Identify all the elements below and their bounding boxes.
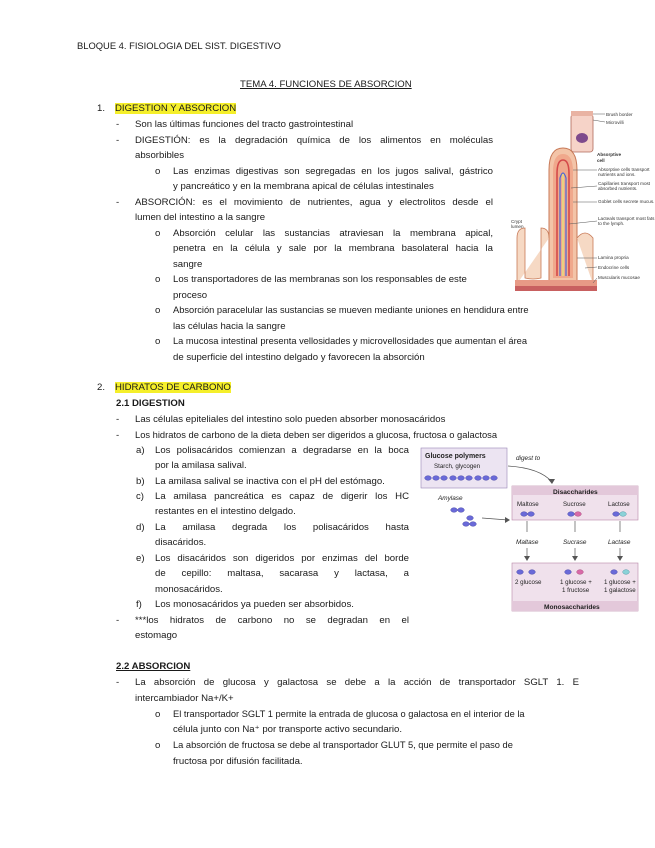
s2-sub-c1: La amilasa pancreática es capaz de digerir los HC — [155, 491, 409, 502]
section-2-heading: HIDRATOS DE CARBONO — [115, 382, 231, 393]
villus-label: nutrients and ions. — [598, 172, 636, 177]
disaccharides-title: Disaccharides — [553, 489, 598, 496]
s1-item-e2: penetra en la célula y sale por la membrana basolateral hacia la — [173, 243, 493, 254]
mono-result-2b: 1 fructose — [562, 587, 590, 594]
section-1-heading: DIGESTION Y ABSORCION — [115, 103, 237, 114]
s1-item-g1: Absorción paracelular las sustancias se mueven mediante uniones en hendidura entre — [173, 305, 529, 315]
digest-to-label: digest to — [516, 455, 541, 462]
glucose-polymers-title: Glucose polymers — [425, 453, 486, 460]
s2-sub-c2: restantes en el intestino delgado. — [155, 506, 296, 517]
s1-item-c1: Las enzimas digestivas son segregadas en los jugos salival, gástrico — [173, 166, 493, 177]
s2-sub-d2: disacáridos. — [155, 537, 207, 548]
s2-note-2: estomago — [135, 630, 178, 641]
mono-result-3b: 1 galactose — [604, 587, 636, 594]
sucrose-label: Sucrose — [563, 501, 586, 508]
section-2-number: 2. — [97, 382, 106, 393]
s2-sub-f1: Los monosacáridos ya pueden ser absorbidos. — [155, 599, 354, 610]
s1-item-e1: Absorción celular las sustancias atraviesan la membrana apical, — [173, 228, 493, 239]
villus-label: to the lymph. — [598, 221, 625, 226]
villus-label: Absorptive — [597, 152, 621, 157]
subsection-2-2: 2.2 ABSORCION — [116, 661, 191, 672]
subsection-2-1: 2.1 DIGESTION — [116, 398, 185, 409]
s1-item-h1: La mucosa intestinal presenta vellosidades y microvellosidades que aumentan el área — [173, 336, 528, 346]
page-title: TEMA 4. FUNCIONES DE ABSORCION — [240, 79, 412, 90]
list-marker: d) — [136, 522, 145, 533]
s2-abs-c1: La absorción de fructosa se debe al transportador GLUT 5, que permite el paso de — [173, 740, 513, 750]
s1-item-b1: DIGESTIÓN: es la degradación química de los alimentos en moléculas — [135, 135, 493, 146]
s1-item-g2: las células hacia la sangre — [173, 321, 286, 332]
list-marker: e) — [136, 553, 145, 564]
villus-label: cell — [597, 158, 605, 163]
s2-abs-a1: La absorción de glucosa y galactosa se debe a la acción de transportador SGLT 1. E — [135, 677, 579, 688]
s1-item-d1: ABSORCIÓN: es el movimiento de nutrientes, agua y electrolitos desde el — [135, 197, 493, 208]
sucrase-label: Sucrase — [563, 539, 587, 546]
villus-label: Lamina propria — [598, 255, 629, 260]
carbohydrate-digestion-diagram — [420, 446, 640, 614]
monosaccharides-title: Monosaccharides — [544, 604, 600, 611]
s2-abs-c2: fructosa por difusión facilitada. — [173, 756, 303, 767]
lactase-label: Lactase — [608, 539, 631, 546]
section-1-number: 1. — [97, 103, 106, 114]
s2-sub-d1: La amilasa degrada los polisacáridos hasta — [155, 522, 409, 533]
villus-label: Microvilli — [606, 120, 624, 125]
villus-label: Absorptive cells transport — [598, 167, 650, 172]
amylase-label: Amylase — [438, 495, 463, 502]
s1-item-a: Son las últimas funciones del tracto gastrointestinal — [135, 119, 354, 130]
s2-sub-e1: Los disacáridos son digeridos por enzimas del borde — [155, 553, 409, 564]
maltase-label: Maltase — [516, 539, 539, 546]
s1-item-e3: sangre — [173, 259, 203, 270]
s2-sub-b1: La amilasa salival se inactiva con el pH del estómago. — [155, 476, 385, 487]
villus-diagram — [505, 108, 655, 293]
s2-note-1: ***los hidratos de carbono no se degradan en el — [135, 615, 409, 626]
list-marker: a) — [136, 445, 145, 456]
lactose-label: Lactose — [608, 501, 630, 508]
mono-result-2a: 1 glucose + — [560, 579, 592, 586]
s2-sub-a1: Los polisacáridos comienzan a degradarse en la boca — [155, 445, 409, 456]
s2-sub-e3: monosacáridos. — [155, 584, 223, 595]
s2-item-a: Las células epiteliales del intestino solo pueden absorber monosacáridos — [135, 414, 446, 425]
villus-label: lumen — [511, 224, 524, 229]
glucose-polymers-sub: Starch, glycogen — [434, 463, 481, 470]
s2-abs-b1: El transportador SGLT 1 permite la entrada de glucosa o galactosa en el interior de la — [173, 709, 525, 719]
villus-label: Endocrine cells — [598, 265, 630, 270]
s2-sub-a2: por la amilasa salival. — [155, 460, 247, 471]
villus-label: Lacteals transport most fats — [598, 216, 655, 221]
villus-label: Capillaries transport most — [598, 181, 651, 186]
mono-result-1: 2 glucose — [515, 579, 542, 586]
villus-label: absorbed nutrients. — [598, 186, 638, 191]
list-marker: c) — [136, 491, 144, 502]
s1-item-f1: Los transportadores de las membranas son los responsables de este — [173, 274, 467, 285]
s2-abs-a2: intercambiador Na+/K+ — [135, 693, 234, 704]
list-marker: f) — [136, 599, 142, 610]
villus-label: Muscularis mucosae — [598, 275, 640, 280]
s1-item-d2: lumen del intestino a la sangre — [135, 212, 266, 223]
list-marker: b) — [136, 476, 145, 487]
s1-item-f2: proceso — [173, 290, 208, 301]
s1-item-c2: y pancreático y en la membrana apical de células intestinales — [173, 181, 434, 192]
mono-result-3a: 1 glucose + — [604, 579, 636, 586]
s1-item-b2: absorbibles — [135, 150, 185, 161]
s2-abs-b2: célula junto con Na⁺ por transporte activo secundario. — [173, 724, 403, 735]
villus-label: Crypt — [511, 219, 522, 224]
s2-item-b: Los hidratos de carbono de la dieta deben ser digeridos a glucosa, fructosa o galactosa — [135, 430, 498, 440]
villus-label: Goblet cells secrete mucus. — [598, 199, 655, 204]
maltose-label: Maltose — [517, 501, 539, 508]
s1-item-h2: de superficie del intestino delgado y favorecen la absorción — [173, 352, 425, 363]
s2-sub-e2: de cepillo: maltasa, sacarasa y lactasa, a — [155, 568, 409, 579]
villus-label: Brush border — [606, 112, 633, 117]
document-header: BLOQUE 4. FISIOLOGIA DEL SIST. DIGESTIVO — [77, 40, 281, 51]
